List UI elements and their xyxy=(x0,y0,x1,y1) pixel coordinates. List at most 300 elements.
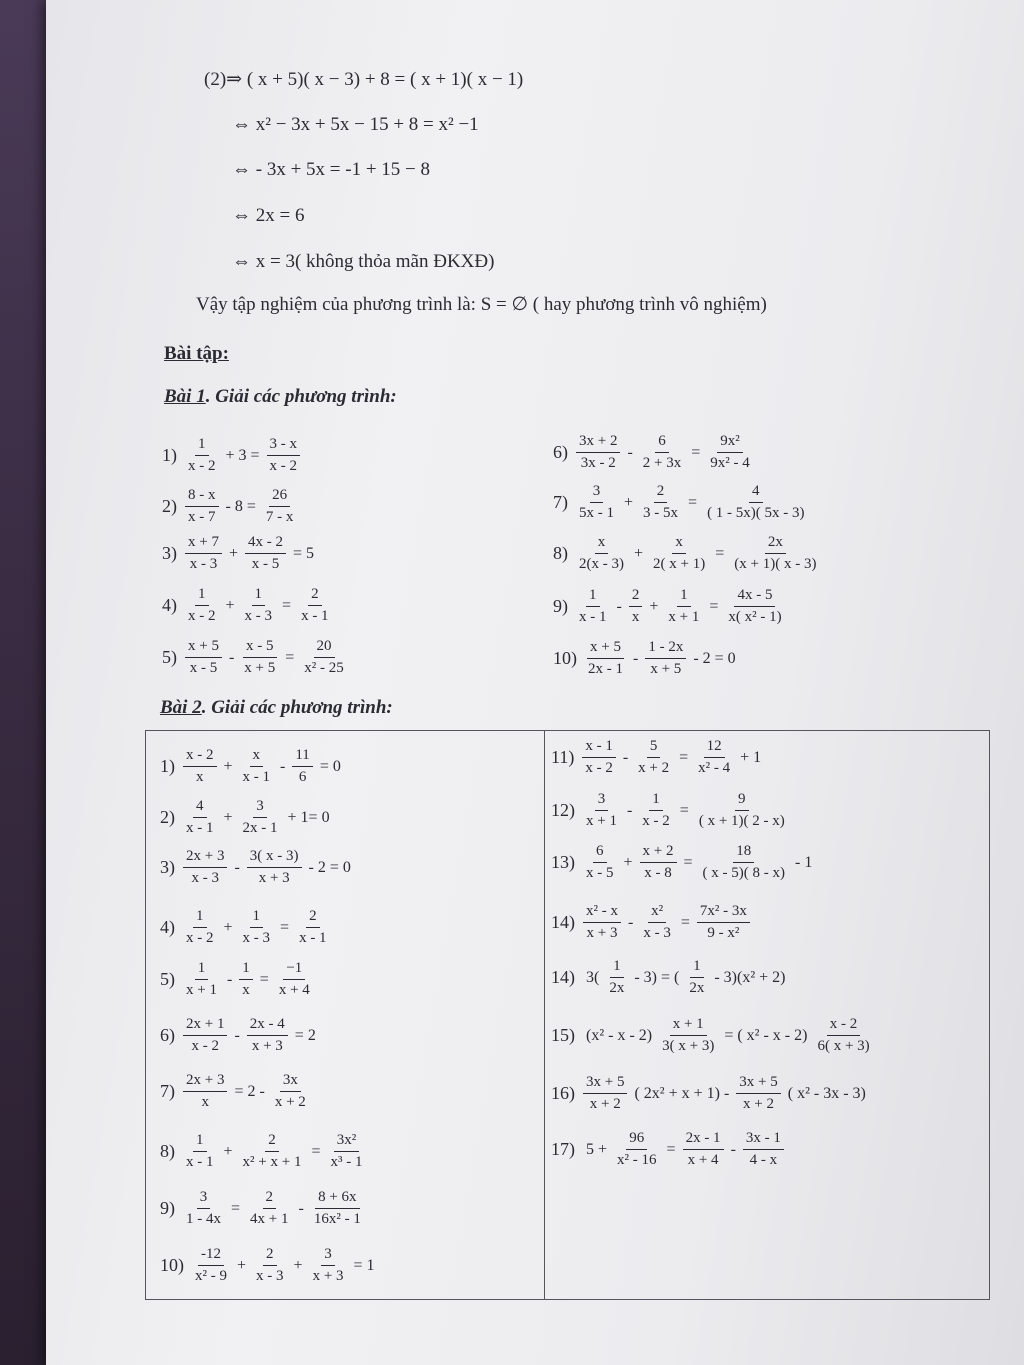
fraction-denominator: x - 2 xyxy=(186,930,214,947)
fraction xyxy=(645,639,686,679)
fraction xyxy=(247,1016,288,1056)
fraction-denominator: 7 - x xyxy=(265,509,294,526)
fraction xyxy=(296,908,330,948)
equation xyxy=(160,747,346,787)
equation xyxy=(160,1016,321,1056)
fraction-denominator: x - 8 xyxy=(644,865,672,882)
fraction-numerator: 9 xyxy=(735,791,749,811)
fraction xyxy=(192,1246,230,1286)
operator-text: = 1 xyxy=(353,1256,375,1274)
operator-text: + xyxy=(223,918,233,936)
fraction-numerator: 6 xyxy=(655,433,669,453)
fraction-numerator: x + 2 xyxy=(640,843,677,863)
fraction-denominator: x - 2 xyxy=(188,608,216,625)
fraction-denominator: x - 1 xyxy=(186,1154,214,1171)
fraction xyxy=(639,791,673,831)
fraction-denominator: ( 1 - 5x)( 5x - 3) xyxy=(707,505,805,522)
fraction-denominator: x + 3 xyxy=(251,1038,283,1055)
fraction-numerator: 8 - x xyxy=(185,487,219,507)
fraction-denominator: x² - 9 xyxy=(195,1268,227,1285)
fraction-numerator: 12 xyxy=(704,738,725,758)
fraction-numerator: x - 5 xyxy=(243,638,277,658)
equation xyxy=(160,1246,380,1286)
fraction-numerator: 1 - 2x xyxy=(645,639,686,659)
fraction xyxy=(697,903,750,943)
fraction-denominator: 9 - x² xyxy=(707,925,740,942)
fraction-numerator: x + 5 xyxy=(587,639,624,659)
fraction xyxy=(696,791,788,831)
equation-number: 16) xyxy=(551,1083,575,1104)
fraction xyxy=(583,791,620,831)
operator-text: = xyxy=(231,1199,241,1217)
fraction-denominator: x + 3 xyxy=(312,1268,344,1285)
fraction xyxy=(253,1246,287,1286)
operator-text: - xyxy=(280,757,286,775)
operator-text: + 1= 0 xyxy=(287,808,330,826)
fraction-numerator: -12 xyxy=(198,1246,224,1266)
equation xyxy=(162,586,334,626)
fraction xyxy=(183,1016,227,1056)
operator-text: = xyxy=(285,648,295,666)
equation-number: 7) xyxy=(553,492,568,513)
fraction-numerator: 1 xyxy=(649,791,663,811)
fraction-denominator: 4x + 1 xyxy=(250,1211,289,1228)
fraction-numerator: x² - x xyxy=(583,903,621,923)
fraction-numerator: 3 xyxy=(197,1189,211,1209)
operator-text: = xyxy=(259,970,269,988)
operator-text: - xyxy=(628,913,634,931)
fraction xyxy=(239,960,253,1000)
fraction-denominator: x³ - 1 xyxy=(330,1154,363,1171)
fraction-denominator: x - 2 xyxy=(269,458,298,475)
fraction xyxy=(659,1016,717,1056)
fraction xyxy=(183,1189,224,1229)
fraction-numerator: 11 xyxy=(292,747,312,767)
operator-text: + xyxy=(649,597,659,615)
fraction xyxy=(247,1189,291,1229)
operator-text: + xyxy=(293,1256,303,1274)
fraction xyxy=(247,848,302,888)
fraction-denominator: x + 2 xyxy=(743,1096,775,1113)
fraction xyxy=(183,960,220,1000)
fraction-denominator: x + 1 xyxy=(668,609,700,626)
equation-number: 14) xyxy=(551,912,575,933)
fraction-denominator: x + 2 xyxy=(274,1094,306,1111)
operator-text: = xyxy=(282,596,292,614)
fraction-numerator: 2 xyxy=(629,587,643,607)
equation-number: 2) xyxy=(162,496,177,517)
fraction-numerator: 1 xyxy=(195,586,209,606)
fraction-numerator: 2 xyxy=(654,483,668,503)
fraction-denominator: x - 5 xyxy=(251,556,280,573)
fraction-denominator: 9x² - 4 xyxy=(710,455,750,472)
operator-text: = 2 - xyxy=(234,1082,265,1100)
equation xyxy=(551,843,817,883)
equation-number: 5) xyxy=(162,647,177,668)
operator-text: - xyxy=(226,970,233,988)
fraction-numerator: 3 xyxy=(590,483,604,503)
fraction-denominator: 2(x - 3) xyxy=(579,556,624,573)
fraction xyxy=(814,1016,872,1056)
fraction-denominator: x - 1 xyxy=(301,608,329,625)
fraction-denominator: x² - 25 xyxy=(304,660,344,677)
bai2-table-divider xyxy=(544,731,545,1299)
fraction xyxy=(640,903,674,943)
equation xyxy=(551,1074,871,1114)
fraction xyxy=(276,960,313,1000)
operator-text: = 5 xyxy=(293,544,315,562)
fraction-denominator: 16x² - 1 xyxy=(313,1211,361,1228)
fraction-denominator: x - 3 xyxy=(244,608,273,625)
fraction-denominator: 5x - 1 xyxy=(579,505,614,522)
fraction xyxy=(311,1189,364,1229)
fraction xyxy=(583,903,621,943)
fraction xyxy=(183,747,217,787)
fraction-numerator: 4x - 2 xyxy=(245,534,286,554)
fraction-numerator: x² xyxy=(648,903,666,923)
fraction-numerator: 8 + 6x xyxy=(315,1189,359,1209)
fraction-denominator: x xyxy=(201,1094,209,1111)
operator-text: - xyxy=(730,1140,736,1158)
fraction-denominator: x( x² - 1) xyxy=(728,609,782,626)
operator-text: = xyxy=(680,913,690,931)
operator-text: = 0 xyxy=(319,757,341,775)
fraction-numerator: 1 xyxy=(252,586,266,606)
solution-step-1: (2)⇒ ( x + 5)( x − 3) + 8 = ( x + 1)( x − 1) xyxy=(204,69,524,90)
fraction xyxy=(640,843,677,883)
fraction-denominator: (x + 1)( x - 3) xyxy=(734,556,817,573)
fraction-numerator: 2x - 1 xyxy=(683,1130,724,1150)
fraction-denominator: x² + x + 1 xyxy=(242,1154,302,1171)
fraction xyxy=(183,1072,227,1112)
equation-number: 13) xyxy=(551,852,575,873)
solution-step-2: ⇔ x² − 3x + 5x − 15 + 8 = x² −1 xyxy=(232,114,479,135)
fraction-denominator: x - 3 xyxy=(256,1268,284,1285)
equation xyxy=(160,1072,311,1112)
fraction-numerator: x xyxy=(672,534,686,554)
operator-text: = xyxy=(688,493,698,511)
fraction-numerator: 5 xyxy=(647,738,661,758)
equation xyxy=(553,639,741,679)
fraction xyxy=(240,747,274,787)
fraction xyxy=(650,534,708,574)
fraction-denominator: 1 - 4x xyxy=(186,1211,221,1228)
fraction xyxy=(606,958,627,998)
fraction-denominator: x + 4 xyxy=(687,1152,719,1169)
fraction-numerator: 3x + 5 xyxy=(736,1074,780,1094)
fraction-denominator: 3 - 5x xyxy=(643,505,679,522)
fraction-numerator: 2x - 4 xyxy=(247,1016,288,1036)
equation-number: 1) xyxy=(162,445,177,466)
fraction-denominator: x + 3 xyxy=(258,870,290,887)
fraction-denominator: x + 3 xyxy=(586,925,618,942)
operator-text: - xyxy=(622,748,629,766)
fraction-numerator: x xyxy=(250,747,264,767)
fraction xyxy=(241,638,278,678)
fraction-denominator: x + 2 xyxy=(638,760,670,777)
fraction-numerator: 1 xyxy=(677,587,691,607)
fraction xyxy=(240,908,274,948)
operator-text: = 2 xyxy=(294,1026,316,1044)
fraction-numerator: 3 xyxy=(253,798,267,818)
fraction-numerator: 3x² xyxy=(334,1132,360,1152)
solution-conclusion: Vậy tập nghiệm của phương trình là: S = ∅ ( hay phương trình vô nghiệm) xyxy=(196,294,767,315)
fraction-numerator: 3x + 5 xyxy=(583,1074,627,1094)
operator-text: - 1 xyxy=(795,853,813,871)
fraction-denominator: 2x - 1 xyxy=(588,661,623,678)
fraction-numerator: x + 5 xyxy=(185,638,222,658)
fraction-denominator: 3( x + 3) xyxy=(662,1038,715,1055)
fraction-denominator: x² - 4 xyxy=(698,760,731,777)
fraction xyxy=(743,1130,784,1170)
equation-number: 12) xyxy=(551,800,575,821)
fraction xyxy=(585,639,626,679)
equation-number: 3) xyxy=(160,857,175,878)
fraction xyxy=(582,738,616,778)
operator-text: = xyxy=(666,1140,676,1158)
equation xyxy=(160,908,332,948)
operator-text: - xyxy=(616,597,622,615)
fraction-numerator: 1 xyxy=(239,960,253,980)
solution-step-3: ⇔ - 3x + 5x = -1 + 15 − 8 xyxy=(232,159,431,180)
operator-text: - 8 = xyxy=(225,497,256,515)
fraction-denominator: x xyxy=(631,609,640,626)
operator-text: + xyxy=(237,1256,247,1274)
fraction-denominator: ( x + 1)( 2 - x) xyxy=(698,813,785,830)
fraction xyxy=(242,586,276,626)
fraction-numerator: 1 xyxy=(690,958,704,978)
fraction-numerator: 4x - 5 xyxy=(734,587,775,607)
fraction xyxy=(301,638,347,678)
equation xyxy=(160,1132,367,1172)
fraction-numerator: 1 xyxy=(193,908,207,928)
equation xyxy=(551,1016,875,1056)
fraction-numerator: 6 xyxy=(593,843,607,863)
fraction-denominator: 3x - 2 xyxy=(580,455,616,472)
fraction xyxy=(731,534,819,574)
fraction-numerator: 2x + 1 xyxy=(183,1016,227,1036)
fraction xyxy=(583,1074,627,1114)
fraction-denominator: x - 3 xyxy=(242,930,271,947)
fraction-numerator: 1 xyxy=(195,960,209,980)
equation-number: 17) xyxy=(551,1139,575,1160)
fraction xyxy=(640,433,684,473)
equation xyxy=(553,587,787,627)
fraction xyxy=(614,1130,660,1170)
equation-number: 6) xyxy=(160,1025,175,1046)
fraction xyxy=(665,587,702,627)
fraction xyxy=(298,586,332,626)
operator-text: = xyxy=(709,597,719,615)
equation xyxy=(162,487,298,527)
equation xyxy=(553,483,810,523)
fraction-denominator: ( x - 5)( 8 - x) xyxy=(702,865,786,882)
operator-text: = xyxy=(691,443,701,461)
fraction xyxy=(267,436,301,476)
fraction-denominator: x - 1 xyxy=(579,609,607,626)
fraction-denominator: x - 1 xyxy=(242,769,271,786)
fraction-denominator: x - 1 xyxy=(186,820,214,837)
fraction xyxy=(576,433,620,473)
fraction xyxy=(686,958,707,998)
bai1-title-text: . Giải các phương trình: xyxy=(205,386,397,407)
fraction xyxy=(185,436,219,476)
equation-number: 4) xyxy=(160,917,175,938)
fraction-numerator: x - 2 xyxy=(827,1016,861,1036)
equation-number: 6) xyxy=(553,442,568,463)
solution-step-5: ⇔ x = 3( không thỏa mãn ĐKXĐ) xyxy=(232,251,495,272)
equation xyxy=(162,436,302,476)
fraction-numerator: x + 1 xyxy=(670,1016,707,1036)
equation-number: 5) xyxy=(160,969,175,990)
equation-number: 1) xyxy=(160,756,175,777)
fraction-denominator: x + 5 xyxy=(650,661,682,678)
fraction-denominator: x² - 16 xyxy=(617,1152,657,1169)
bai1-title xyxy=(164,386,397,408)
operator-text: 3( xyxy=(586,968,600,986)
fraction xyxy=(583,843,617,883)
operator-text: - xyxy=(234,858,240,876)
fraction-numerator: 2x + 3 xyxy=(183,1072,227,1092)
fraction-denominator: 2 + 3x xyxy=(642,455,682,472)
equation-number: 8) xyxy=(160,1141,175,1162)
fraction xyxy=(635,738,672,778)
equation-number: 3) xyxy=(162,543,177,564)
fraction xyxy=(185,487,219,527)
operator-text: - 2 = 0 xyxy=(693,649,736,667)
operator-text: + 1 xyxy=(740,748,762,766)
fraction-denominator: x - 5 xyxy=(189,660,218,677)
fraction xyxy=(695,738,733,778)
fraction xyxy=(185,638,222,678)
fraction-denominator: x - 1 xyxy=(299,930,327,947)
operator-text: = ( x² - x - 2) xyxy=(724,1026,808,1044)
equation xyxy=(551,958,790,998)
fraction-denominator: x - 2 xyxy=(585,760,613,777)
fraction xyxy=(185,534,222,574)
operator-text: = xyxy=(683,853,693,871)
operator-text: - 3) = ( xyxy=(634,968,680,986)
fraction-numerator: 2x xyxy=(765,534,786,554)
fraction xyxy=(725,587,784,627)
fraction xyxy=(700,843,788,883)
fraction-numerator: 2x + 3 xyxy=(183,848,227,868)
equation-number: 8) xyxy=(553,543,568,564)
operator-text: + xyxy=(228,544,238,562)
fraction-numerator: 9x² xyxy=(717,433,743,453)
operator-text: = xyxy=(280,918,290,936)
bai2-title-text: . Giải các phương trình: xyxy=(201,697,393,718)
fraction-numerator: 3 - x xyxy=(267,436,301,456)
fraction-denominator: 2x xyxy=(689,980,705,997)
equation xyxy=(551,1130,786,1170)
equation-number: 7) xyxy=(160,1081,175,1102)
fraction-denominator: x - 2 xyxy=(188,458,216,475)
fraction-numerator: 2 xyxy=(263,1189,277,1209)
operator-text: + xyxy=(624,493,634,511)
equation xyxy=(553,433,755,473)
fraction xyxy=(736,1074,780,1114)
fraction-denominator: x - 3 xyxy=(191,870,219,887)
operator-text: + 3 = xyxy=(225,446,260,464)
fraction-numerator: 2 xyxy=(265,1132,279,1152)
equation xyxy=(162,534,319,574)
operator-text: - xyxy=(633,649,639,667)
equation-number: 9) xyxy=(553,596,568,617)
fraction-numerator: 3x + 2 xyxy=(576,433,620,453)
fraction-denominator: x + 1 xyxy=(186,982,217,999)
fraction xyxy=(183,1132,217,1172)
operator-text: - xyxy=(228,648,235,666)
equation-number: 14) xyxy=(551,967,575,988)
equation xyxy=(162,638,349,678)
operator-text: (x² - x - 2) xyxy=(586,1026,653,1044)
fraction-denominator: x + 1 xyxy=(586,813,617,830)
fraction xyxy=(245,534,286,574)
fraction-numerator: 1 xyxy=(193,1132,207,1152)
equation-number: 10) xyxy=(160,1255,184,1276)
fraction-numerator: 3 xyxy=(595,791,609,811)
solution-step-4: ⇔ 2x = 6 xyxy=(232,205,305,226)
operator-text: + xyxy=(223,1142,233,1160)
operator-text: - xyxy=(298,1199,304,1217)
equation xyxy=(551,738,766,778)
fraction xyxy=(629,587,643,627)
fraction xyxy=(272,1072,309,1112)
operator-text: + xyxy=(634,544,644,562)
operator-text: - xyxy=(234,1026,240,1044)
operator-text: + xyxy=(225,596,235,614)
operator-text: = xyxy=(715,544,725,562)
fraction-numerator: 7x² - 3x xyxy=(697,903,750,923)
bai2-title-label: Bài 2 xyxy=(160,697,202,718)
equation-number: 10) xyxy=(553,648,577,669)
fraction-denominator: x xyxy=(196,769,204,786)
equation xyxy=(160,848,356,888)
fraction-denominator: 2x - 1 xyxy=(242,820,278,837)
equation-number: 9) xyxy=(160,1198,175,1219)
fraction xyxy=(683,1130,724,1170)
fraction xyxy=(240,798,281,838)
fraction xyxy=(183,848,227,888)
fraction-denominator: x - 7 xyxy=(188,509,216,526)
fraction-numerator: 2 xyxy=(308,586,322,606)
fraction-numerator: 2 xyxy=(263,1246,277,1266)
operator-text: + xyxy=(223,757,233,775)
fraction-numerator: x xyxy=(595,534,609,554)
exercise-heading: Bài tập: xyxy=(164,343,229,364)
fraction-numerator: 1 xyxy=(195,436,209,456)
equation xyxy=(551,903,752,943)
fraction-denominator: 6 xyxy=(298,769,307,786)
fraction-numerator: x - 1 xyxy=(582,738,616,758)
fraction-numerator: −1 xyxy=(283,960,305,980)
fraction-denominator: 6( x + 3) xyxy=(817,1038,870,1055)
operator-text: - 3)(x² + 2) xyxy=(714,968,786,986)
fraction xyxy=(310,1246,347,1286)
operator-text: = xyxy=(679,748,689,766)
fraction-numerator: 3x - 1 xyxy=(743,1130,784,1150)
fraction-denominator: 2x xyxy=(609,980,625,997)
fraction-numerator: 1 xyxy=(250,908,264,928)
fraction-numerator: 4 xyxy=(749,483,763,503)
operator-text: - xyxy=(626,801,633,819)
fraction-numerator: x - 2 xyxy=(183,747,217,767)
equation xyxy=(553,534,821,574)
fraction-numerator: 18 xyxy=(733,843,754,863)
operator-text: 5 + xyxy=(586,1140,608,1158)
fraction xyxy=(292,747,312,787)
